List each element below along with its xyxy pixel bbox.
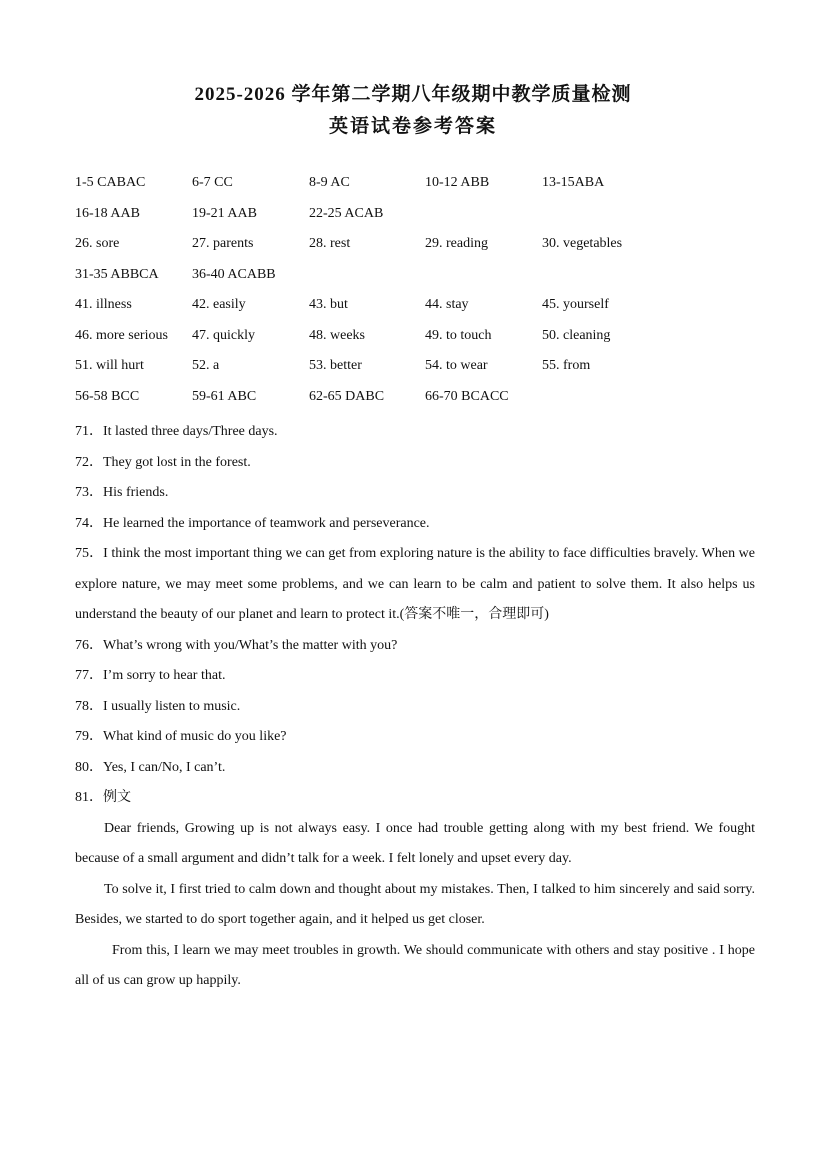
answer-cell: 47. quickly: [192, 327, 255, 343]
answer-row: [75, 356, 775, 387]
answer-cell: 6-7 CC: [192, 175, 233, 190]
written-answers: [75, 417, 755, 997]
answer-75: 75．I think the most important thing we can get from exploring nature is the ability to face difficulties bravely. When we explore nature, we may meet some problems, and we can learn to be calm and patient to solve them. It also helps us understand the beauty of our planet and learn to protect it.(答案不唯一，合理即可): [75, 546, 755, 622]
answer-cell: 13-15ABA: [542, 175, 605, 190]
answer-cell: 16-18 AAB: [75, 205, 140, 221]
answer-cell: 53. better: [309, 358, 362, 373]
answer-row: [75, 387, 775, 418]
answer-cell: 54. to wear: [425, 358, 488, 373]
answer-cell: 56-58 BCC: [75, 388, 140, 404]
answer-row: [75, 295, 775, 326]
answer-row: [75, 173, 775, 204]
answer-79: 79．What kind of music do you like?: [75, 729, 287, 744]
answer-cell: 44. stay: [425, 297, 469, 312]
answer-cell: 26. sore: [75, 236, 120, 251]
answer-cell: 31-35 ABBCA: [75, 266, 159, 282]
answer-cell: 62-65 DABC: [309, 388, 385, 404]
answer-row: [75, 326, 775, 357]
answer-cell: 30. vegetables: [542, 236, 623, 251]
answer-76: 76．What’s wrong with you/What’s the matter with you?: [75, 637, 398, 653]
answer-cell: 8-9 AC: [309, 175, 350, 190]
exam-title: 2025-2026 学年第二学期八年级期中教学质量检测: [194, 84, 632, 105]
answer-row: [75, 265, 775, 296]
answer-71: 71．It lasted three days/Three days.: [75, 424, 278, 439]
answer-cell: 27. parents: [192, 236, 254, 251]
answer-cell: 19-21 AAB: [192, 205, 257, 221]
answer-77: 77．I’m sorry to hear that.: [75, 668, 226, 683]
answer-cell: 36-40 ACABB: [192, 266, 276, 282]
answer-cell: 43. but: [309, 297, 348, 312]
answer-cell: 55. from: [542, 358, 591, 373]
answer-cell: 10-12 ABB: [425, 175, 490, 190]
answer-cell: 48. weeks: [309, 327, 365, 343]
answer-cell: 45. yourself: [542, 297, 609, 312]
answer-cell: 49. to touch: [425, 327, 492, 343]
answer-cell: 51. will hurt: [75, 358, 144, 373]
answer-80: 80．Yes, I can/No, I can’t.: [75, 759, 226, 775]
objective-answer-grid: [75, 173, 775, 417]
answer-cell: 42. easily: [192, 297, 246, 312]
answer-cell: 52. a: [192, 358, 220, 373]
answer-cell: 46. more serious: [75, 327, 168, 343]
answer-row: [75, 204, 775, 235]
answer-cell: 41. illness: [75, 297, 132, 312]
answer-cell: 50. cleaning: [542, 327, 611, 343]
answer-cell: 66-70 BCACC: [425, 388, 509, 404]
answer-cell: 29. reading: [425, 236, 488, 251]
answer-cell: 28. rest: [309, 236, 351, 251]
answer-cell: 1-5 CABAC: [75, 175, 146, 190]
answer-78: 78．I usually listen to music.: [75, 698, 241, 714]
answer-cell: 59-61 ABC: [192, 388, 257, 404]
essay-paragraph: Dear friends, Growing up is not always easy. I once had trouble getting along with my best friend. We fought because of a small argument and didn’t talk for a week. I felt lonely and upset every day.: [75, 820, 755, 866]
answer-73: 73．His friends.: [75, 485, 169, 500]
answer-row: [75, 234, 775, 265]
answer-81-heading: 81．例文: [75, 790, 131, 805]
essay-paragraph: To solve it, I first tried to calm down and thought about my mistakes. Then, I talked to him sincerely and said sorry. Besides, we started to do sport together again, and it helped us get closer.: [75, 881, 755, 927]
answer-72: 72．They got lost in the forest.: [75, 454, 251, 470]
answer-cell: 22-25 ACAB: [309, 205, 384, 221]
essay-paragraph: From this, I learn we may meet troubles in growth. We should communicate with others and stay positive . I hope all of us can grow up happily.: [75, 942, 755, 988]
exam-subtitle: 英语试卷参考答案: [328, 116, 497, 137]
answer-74: 74．He learned the importance of teamwork and perseverance.: [75, 515, 430, 531]
